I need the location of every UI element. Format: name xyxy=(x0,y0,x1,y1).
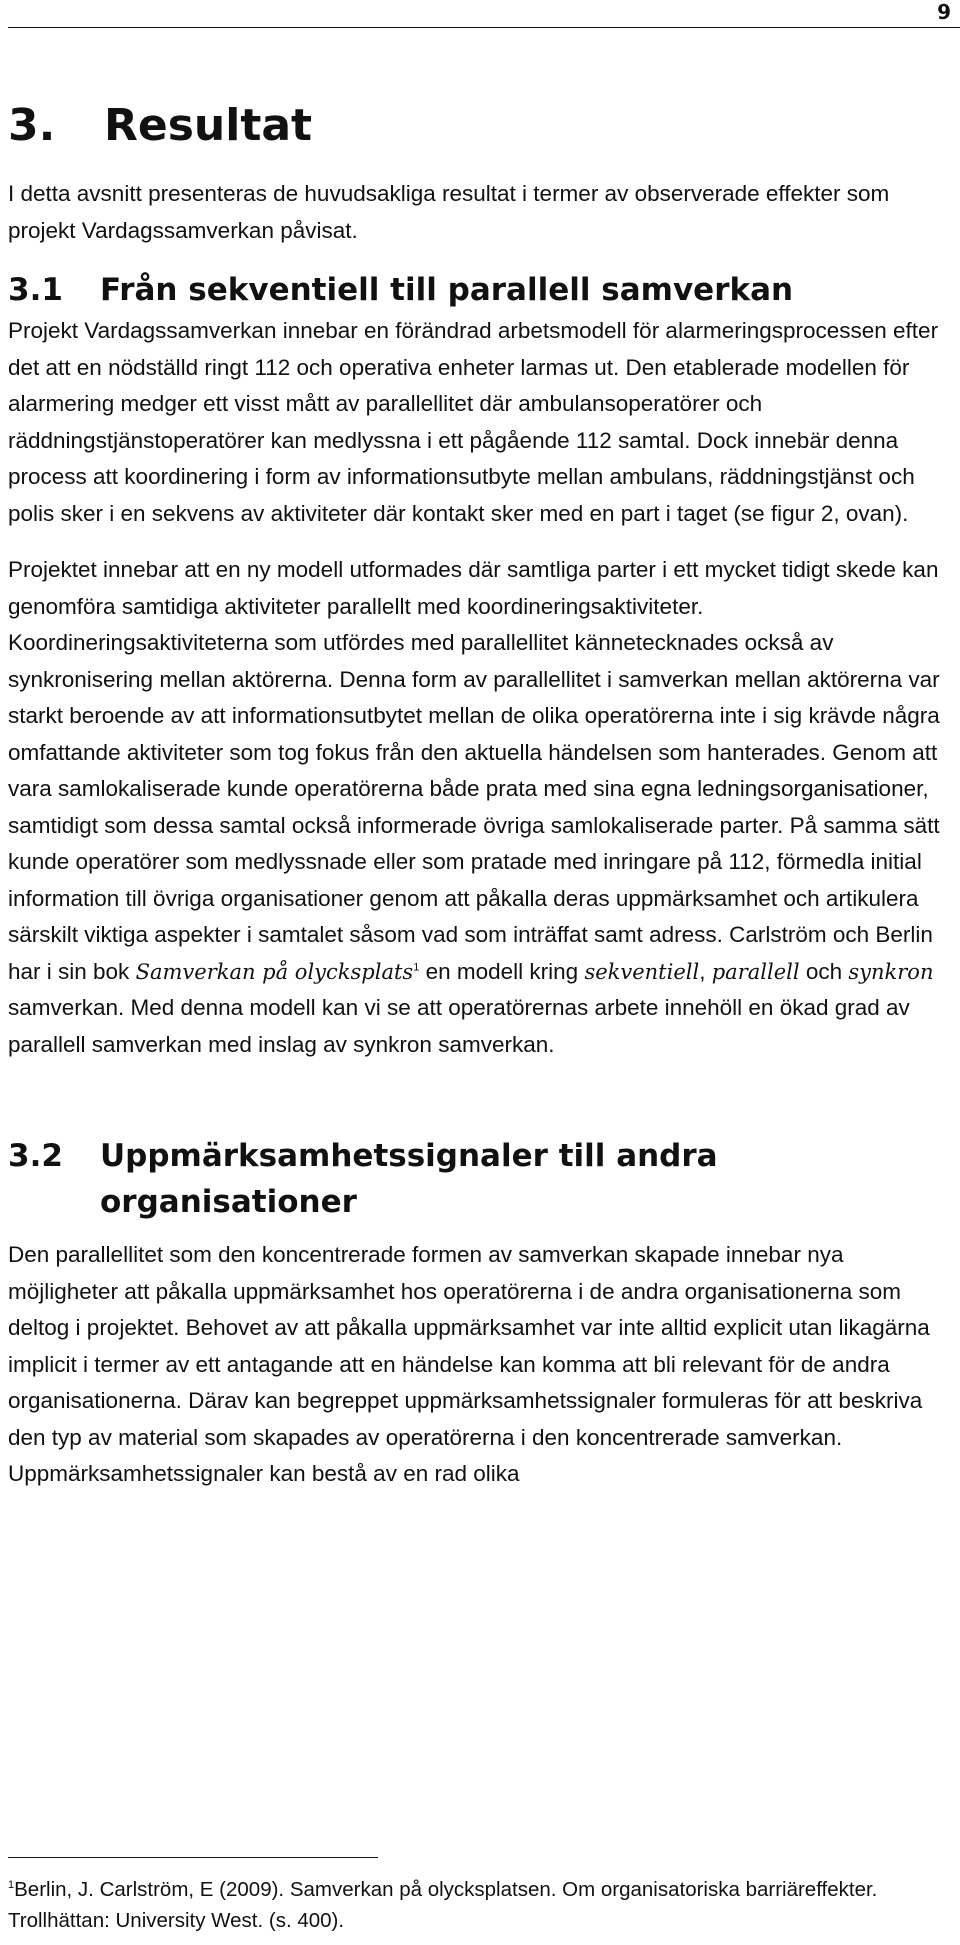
header-rule xyxy=(8,27,960,28)
conjunction: och xyxy=(805,958,843,984)
page-content xyxy=(8,100,948,1493)
page-number: 9 xyxy=(937,0,951,24)
section-heading xyxy=(8,100,948,152)
term-synchronous: synkron xyxy=(848,959,934,984)
subsection-1-number: 3.1 xyxy=(8,272,63,308)
subsection-1-heading xyxy=(8,267,948,313)
subsection-2-heading xyxy=(8,1133,948,1225)
paragraph-2-text-b: en modell kring xyxy=(425,958,579,984)
subsection-2-paragraph-1: Den parallellitet som den koncentrerade formen av samverkan skapade innebar nya möjligheter att påkalla uppmärksamhet hos operatörerna i de andra organisationerna som deltog i projektet. Behovet av att påkalla uppmärksamhet var inte alltid explicit utan likagärna implicit i termer av ett antagande att en händelse kan komma att bli relevant för de andra organisationerna. Därav kan begreppet uppmärksamhetssignaler formuleras för att beskriva den typ av material som skapades av operatörerna i den koncentrerade samverkan. Uppmärksamhetssignaler kan bestå av en rad olika xyxy=(8,1242,930,1486)
book-title: Samverkan på olycksplats xyxy=(135,959,414,984)
subsection-1-title: Från sekventiell till parallell samverkan xyxy=(100,272,794,308)
section-title: Resultat xyxy=(104,100,313,151)
footnote-reference: 1 xyxy=(413,961,420,973)
term-parallel: parallell xyxy=(711,959,800,984)
footnote-number: 1 xyxy=(8,1879,15,1892)
footnote-separator xyxy=(8,1857,378,1858)
footnote-text: Berlin, J. Carlström, E (2009). Samverkan på olycksplatsen. Om organisatoriska barriäreffekter. Trollhättan: University West. (s. 400). xyxy=(8,1878,878,1932)
subsection-2-number: 3.2 xyxy=(8,1138,63,1174)
paragraph-2-text-c: samverkan. Med denna modell kan vi se att operatörernas arbete innehöll en ökad grad av parallell samverkan med inslag av synkron samverkan. xyxy=(8,995,910,1057)
paragraph-2-text-a: Projektet innebar att en ny modell utformades där samtliga parter i ett mycket tidigt skede kan genomföra samtidiga aktiviteter parallellt med koordineringsaktiviteter. Koordineringsaktiviteterna som utfördes med parallellitet kännetecknades också av synkronisering mellan aktörerna. Denna form av parallellitet i samverkan mellan aktörerna var starkt beroende av att informationsutbytet mellan de olika operatörerna inte i sig krävde några omfattande aktiviteter som tog fokus från den aktuella händelsen som hanterades. Genom att vara samlokaliserade kunde operatörerna både prata med sina egna ledningsorganisationer, samtidigt som dessa samtal också informerade övriga samlokaliserade parter. På samma sätt kunde operatörer som medlyssnade eller som pratade med inringare på 112, förmedla initial information till övriga organisationer genom att påkalla deras uppmärksamhet och artikulera särskilt viktiga aspekter i samtalet såsom vad som inträffat samt adress. Carlström och Berlin har i sin bok xyxy=(8,557,940,984)
section-number: 3. xyxy=(8,100,56,151)
comma: , xyxy=(699,958,706,984)
term-sequential: sekventiell xyxy=(584,959,700,984)
subsection-2-title: Uppmärksamhetssignaler till andra organisationer xyxy=(100,1138,718,1220)
subsection-1-paragraph-1: Projekt Vardagssamverkan innebar en förändrad arbetsmodell för alarmeringsprocessen efter det att en nödställd ringt 112 och operativa enheter larmas ut. Den etablerade modellen för alarmering medger ett visst mått av parallellitet där ambulansoperatörer och räddningstjänstoperatörer kan medlyssna i ett pågående 112 samtal. Dock innebär denna process att koordinering i form av informationsutbyte mellan ambulans, räddningstjänst och polis sker i en sekvens av aktiviteter där kontakt sker med en part i taget (se figur 2, ovan). xyxy=(8,318,939,526)
subsection-1-paragraph-2 xyxy=(8,552,948,1063)
section-intro: I detta avsnitt presenteras de huvudsakliga resultat i termer av observerade effekter som projekt Vardagssamverkan påvisat. xyxy=(8,181,890,243)
footnote xyxy=(8,1874,953,1936)
